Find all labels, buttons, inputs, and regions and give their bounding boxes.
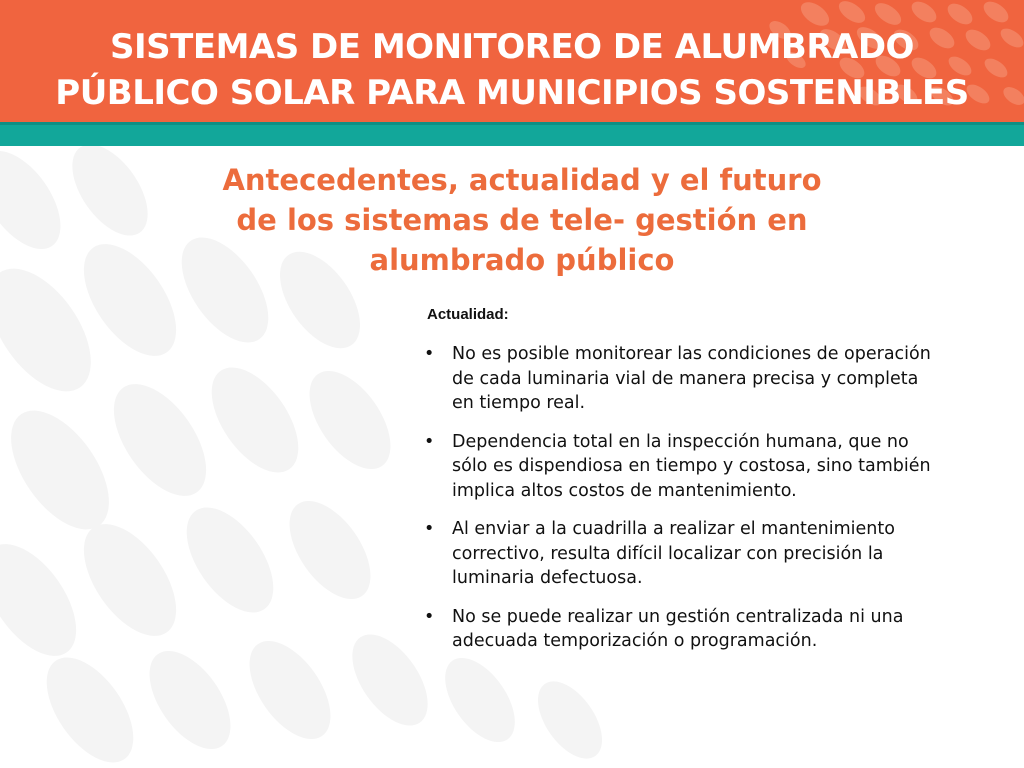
bullet-marker: •	[424, 606, 435, 627]
bullet-marker: •	[424, 431, 435, 452]
accent-divider-line	[0, 122, 1024, 125]
page-title-line-2: PÚBLICO SOLAR PARA MUNICIPIOS SOSTENIBLES	[55, 73, 969, 113]
bullet-item	[420, 342, 940, 416]
bullet-text: No se puede realizar un gestión centralizada ni una adecuada temporización o programación.	[452, 606, 904, 651]
accent-divider-bar	[0, 122, 1024, 146]
bullet-text: Dependencia total en la inspección humana, que no sólo es dispendiosa en tiempo y costosa, sino también implica altos costos de mantenimiento.	[452, 431, 931, 501]
subtitle-line-1: Antecedentes, actualidad y el futuro	[222, 163, 822, 197]
subtitle-line-2: de los sistemas de tele- gestión en	[236, 203, 808, 237]
bullet-marker: •	[424, 519, 435, 539]
bullet-item	[420, 517, 940, 591]
bullet-item	[420, 430, 940, 504]
bullet-marker: •	[424, 344, 435, 364]
page-title	[0, 24, 1024, 116]
page-title-line-1: SISTEMAS DE MONITOREO DE ALUMBRADO	[110, 27, 914, 67]
header-banner	[0, 0, 1024, 122]
bullet-item	[420, 605, 940, 654]
subtitle-line-3: alumbrado público	[369, 243, 675, 277]
section-label-actualidad: Actualidad:	[427, 306, 509, 323]
section-subtitle	[222, 160, 822, 280]
bullet-text: No es posible monitorear las condiciones de operación de cada luminaria vial de manera precisa y completa en tiempo real.	[452, 344, 931, 413]
bullet-list	[420, 342, 940, 668]
bullet-text: Al enviar a la cuadrilla a realizar el mantenimiento correctivo, resulta difícil localizar con precisión la luminaria defectuosa.	[452, 519, 895, 588]
